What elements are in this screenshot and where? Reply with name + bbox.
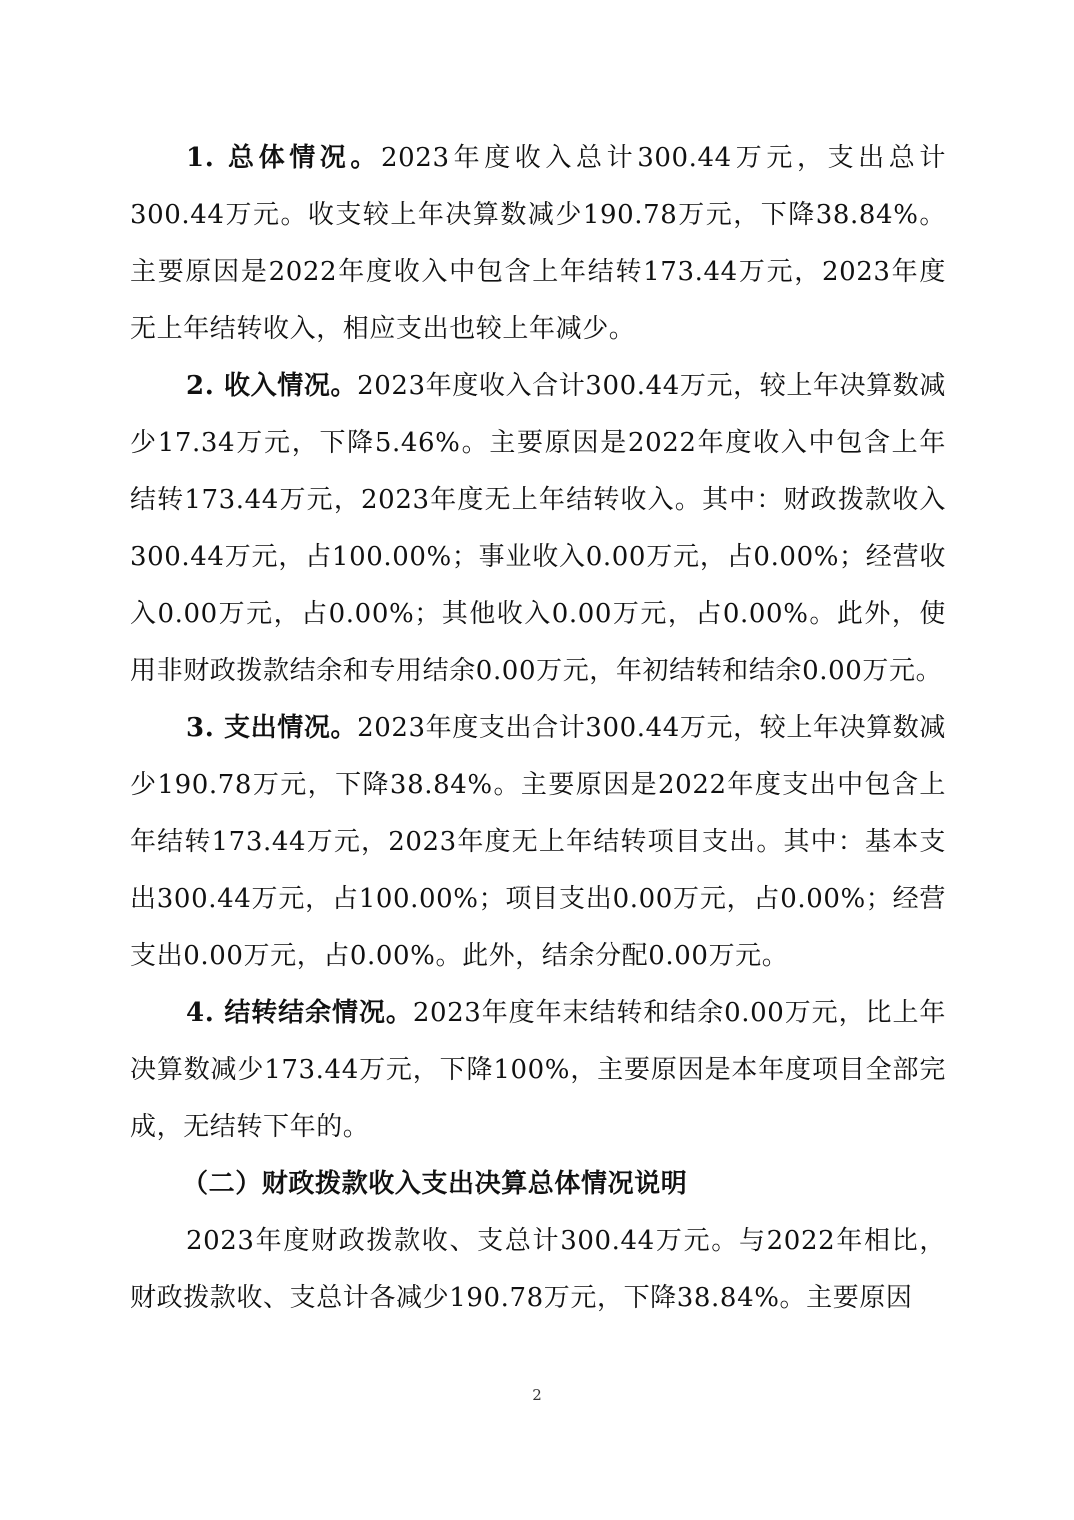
page-number: 2 — [532, 1386, 542, 1404]
paragraph-lead: 3. 支出情况。 — [186, 713, 358, 743]
paragraph-lead: 4. 结转结余情况。 — [186, 998, 413, 1028]
page-body — [130, 130, 946, 1327]
paragraph-lead: 2. 收入情况。 — [186, 371, 358, 401]
paragraph-overall — [130, 130, 946, 358]
paragraph-lead: 1. 总体情况。 — [186, 143, 382, 173]
paragraph-carryover — [130, 985, 946, 1156]
paragraph-text: 2023年度收入总计300.44万元，支出总计300.44万元。收支较上年决算数减少190.78万元，下降38.84%。主要原因是2022年度收入中包含上年结转173.44万元，2023年度无上年结转收入，相应支出也较上年减少。 — [130, 143, 946, 344]
paragraph-text: 2023年度收入合计300.44万元，较上年决算数减少17.34万元，下降5.46%。主要原因是2022年度收入中包含上年结转173.44万元，2023年度无上年结转收入。其中：财政拨款收入300.44万元，占100.00%；事业收入0.00万元，占0.00%；经营收入0.00万元，占0.00%；其他收入0.00万元，占0.00%。此外，使用非财政拨款结余和专用结余0.00万元，年初结转和结余0.00万元。 — [130, 371, 946, 686]
paragraph-fiscal-summary: 2023年度财政拨款收、支总计300.44万元。与2022年相比，财政拨款收、支总计各减少190.78万元，下降38.84%。主要原因 — [130, 1226, 946, 1313]
paragraph-income — [130, 358, 946, 700]
paragraph-expenditure — [130, 700, 946, 985]
section-heading: （二）财政拨款收入支出决算总体情况说明 — [182, 1169, 688, 1199]
paragraph-text: 2023年度年末结转和结余0.00万元，比上年决算数减少173.44万元，下降100%，主要原因是本年度项目全部完成，无结转下年的。 — [130, 998, 946, 1142]
paragraph-text: 2023年度支出合计300.44万元，较上年决算数减少190.78万元，下降38.84%。主要原因是2022年度支出中包含上年结转173.44万元，2023年度无上年结转项目支出。其中：基本支出300.44万元，占100.00%；项目支出0.00万元，占0.00%；经营支出0.00万元，占0.00%。此外，结余分配0.00万元。 — [130, 713, 946, 971]
